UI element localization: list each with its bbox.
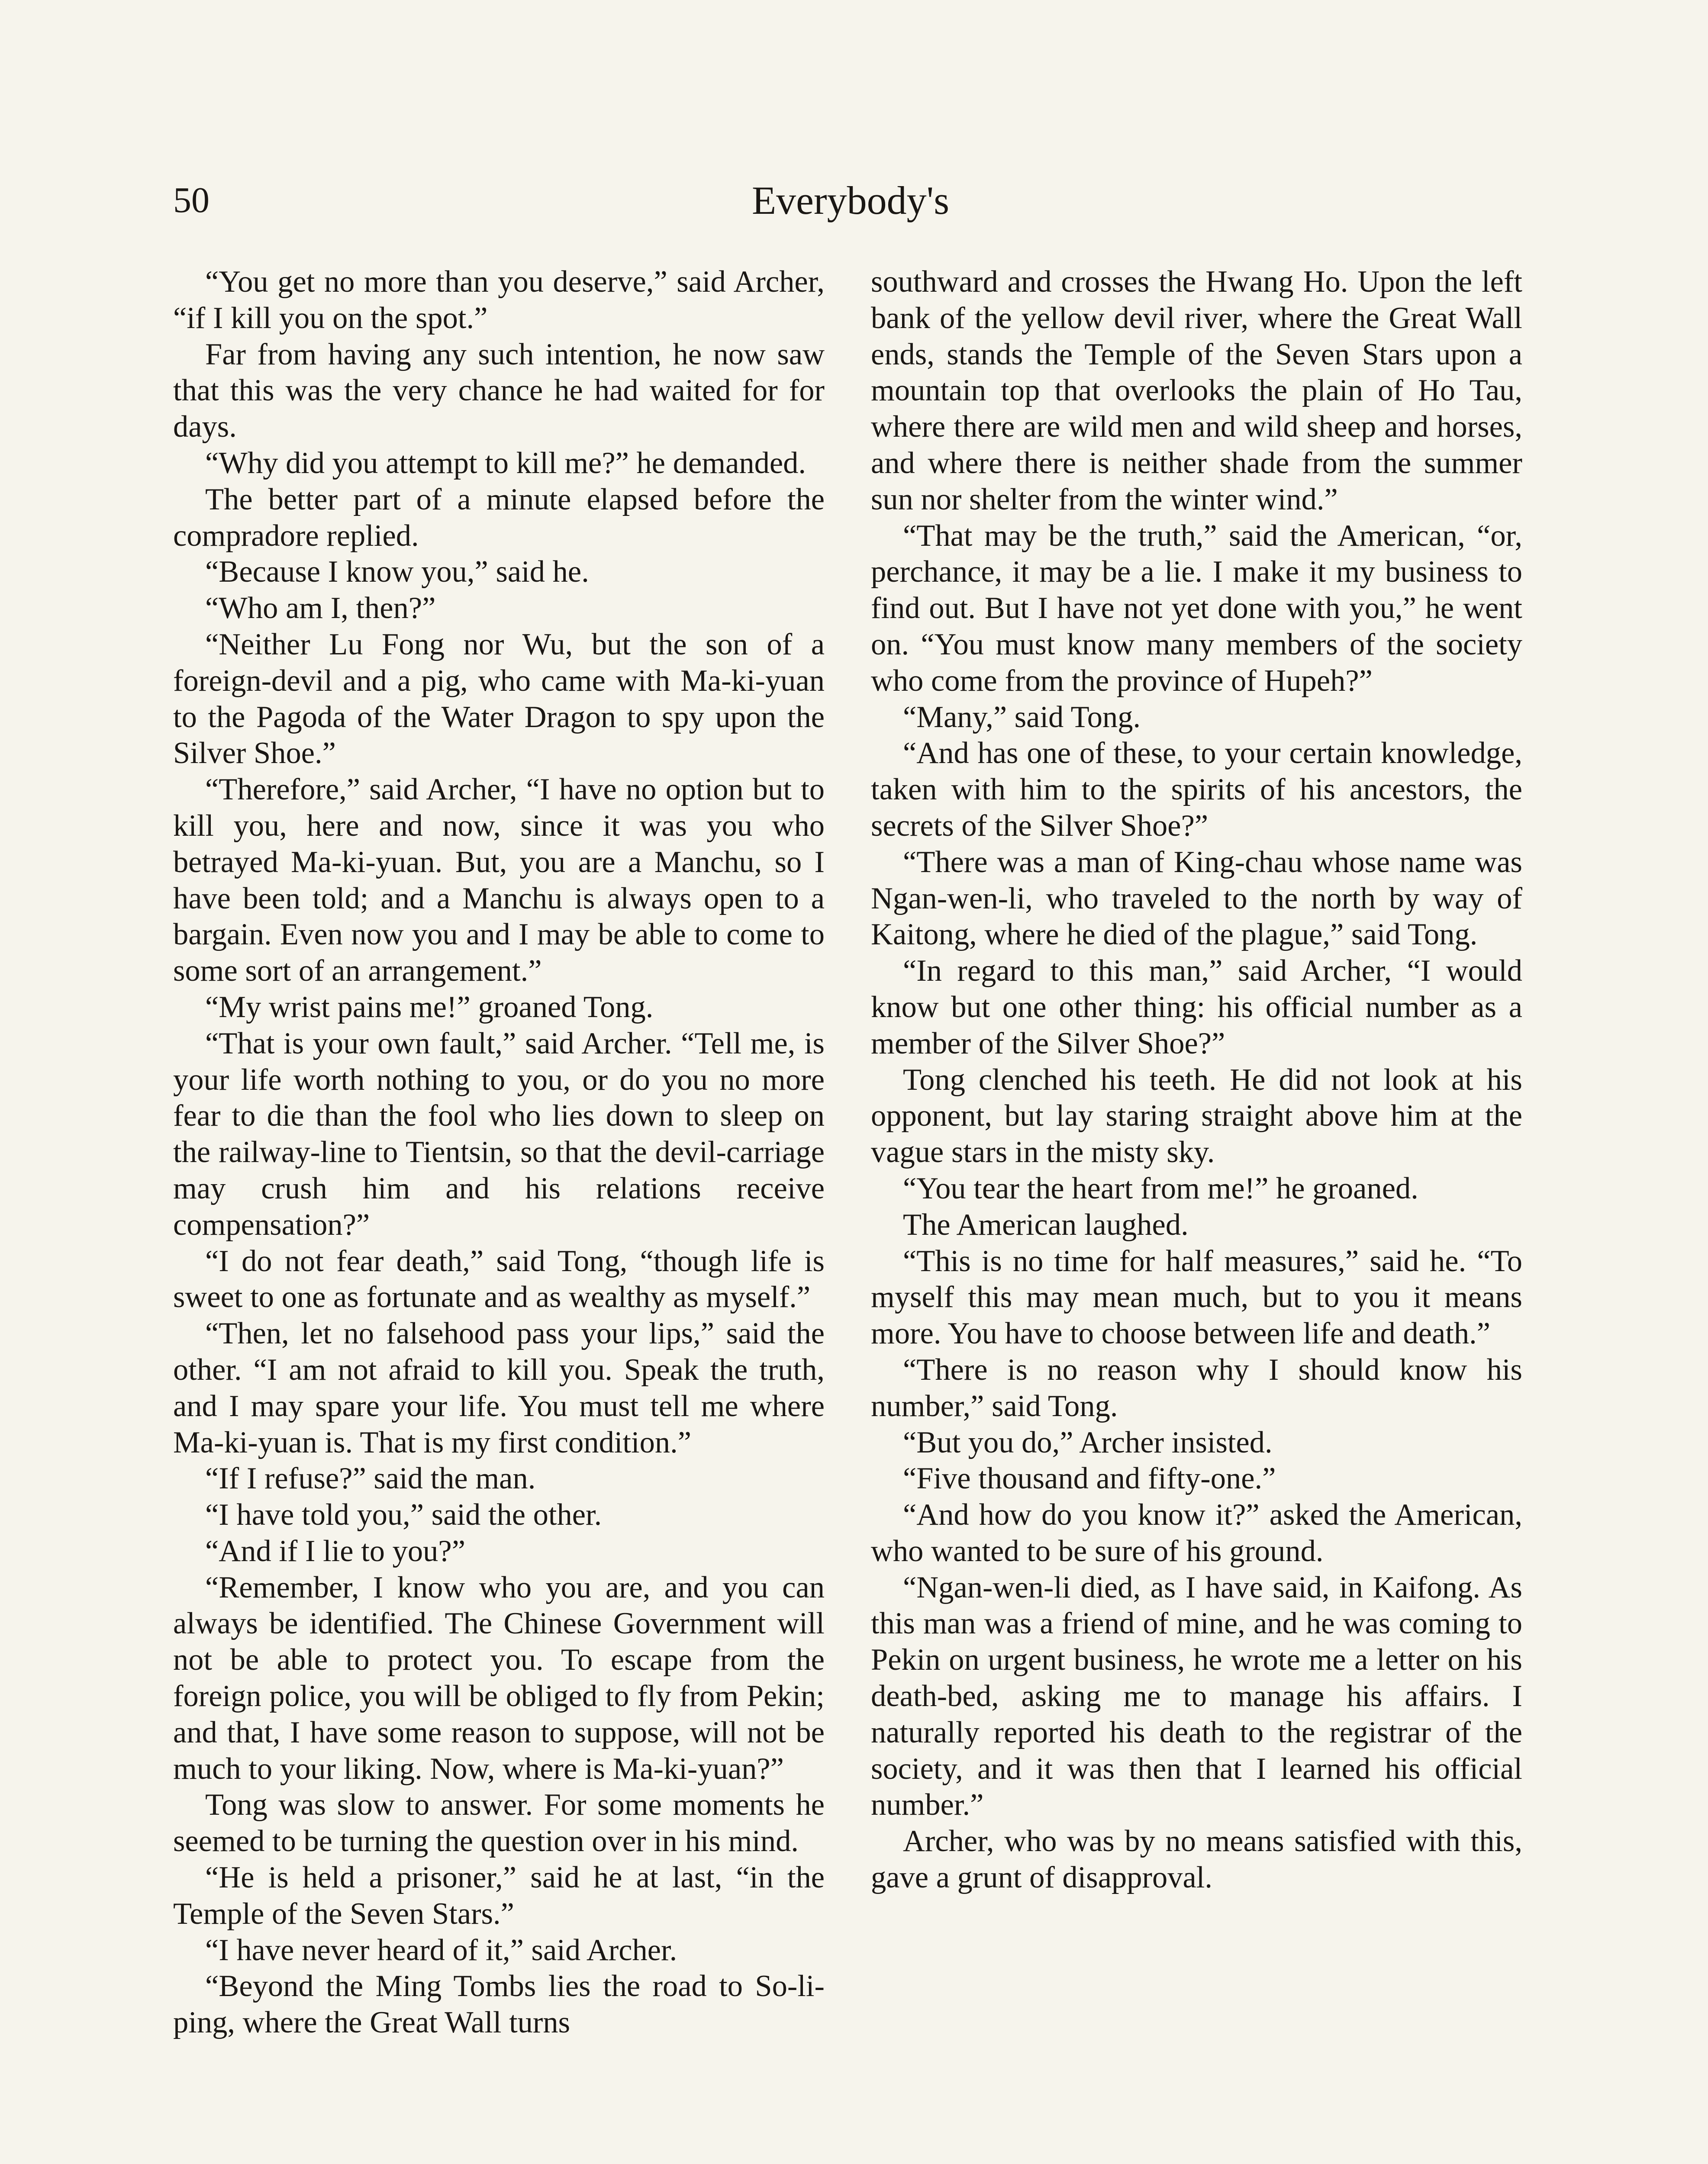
paragraph: “Then, let no falsehood pass your lips,” said the other. “I am not afraid to kill you. Speak the truth, and I may spare your life. You must tell me where Ma-ki-yuan is. That is my first condition.”	[173, 1317, 825, 1459]
paragraph: “Beyond the Ming Tombs lies the road to So-li-ping, where the Great Wall turns	[173, 1969, 825, 2040]
left-column	[173, 264, 825, 2041]
paragraph: “There is no reason why I should know his number,” said Tong.	[871, 1352, 1522, 1423]
paragraph: southward and crosses the Hwang Ho. Upon the left bank of the yellow devil river, where the Great Wall ends, stands the Temple of the Seven Stars upon a mountain top that overlooks the plain of Ho Tau, where there are wild men and wild sheep and horses, and where there is neither shade from the summer sun nor shelter from the winter wind.”	[871, 265, 1522, 516]
paragraph: Tong clenched his teeth. He did not look at his opponent, but lay staring straight above him at the vague stars in the misty sky.	[871, 1063, 1522, 1169]
paragraph: “Ngan-wen-li died, as I have said, in Kaifong. As this man was a friend of mine, and he was coming to Pekin on urgent business, he wrote me a letter on his death-bed, asking me to manage his affairs. I naturally reported his death to the registrar of the society, and it was then that I learned his official number.”	[871, 1570, 1522, 1822]
paragraph: “Why did you attempt to kill me?” he demanded.	[205, 446, 806, 480]
running-head: Everybody's	[751, 178, 950, 222]
paragraph: “And has one of these, to your certain knowledge, taken with him to the spirits of his ancestors, the secrets of the Silver Shoe?”	[871, 736, 1522, 843]
paragraph: “You get no more than you deserve,” said Archer, “if I kill you on the spot.”	[173, 265, 825, 335]
paragraph: “And if I lie to you?”	[205, 1534, 466, 1568]
page-number: 50	[173, 180, 209, 220]
paragraph: “My wrist pains me!” groaned Tong.	[205, 990, 654, 1024]
paragraph: Far from having any such intention, he now saw that this was the very chance he had waited for for days.	[173, 337, 825, 444]
right-column	[871, 264, 1522, 1896]
paragraph: “Neither Lu Fong nor Wu, but the son of a foreign-devil and a pig, who came with Ma-ki-yuan to the Pagoda of the Water Dragon to spy upon the Silver Shoe.”	[173, 627, 825, 770]
paragraph: “If I refuse?” said the man.	[205, 1462, 536, 1496]
paragraph: The American laughed.	[903, 1208, 1189, 1242]
paragraph: Archer, who was by no means satisfied with this, gave a grunt of disapproval.	[871, 1824, 1522, 1895]
paragraph: “In regard to this man,” said Archer, “I would know but one other thing: his official number as a member of the Silver Shoe?”	[871, 954, 1522, 1060]
paragraph: “And how do you know it?” asked the American, who wanted to be sure of his ground.	[871, 1498, 1522, 1568]
paragraph: “That may be the truth,” said the American, “or, perchance, it may be a lie. I make it my business to find out. But I have not yet done with you,” he went on. “You must know many members of the society who come from the province of Hupeh?”	[871, 518, 1522, 698]
paragraph: “I do not fear death,” said Tong, “though life is sweet to one as fortunate and as wealthy as myself.”	[173, 1244, 825, 1314]
paragraph: “That is your own fault,” said Archer. “Tell me, is your life worth nothing to you, or do you no more fear to die than the fool who lies down to sleep on the railway-line to Tientsin, so that the devil-carriage may crush him and his relations receive compensation?”	[173, 1026, 825, 1242]
page-header	[173, 177, 1528, 224]
paragraph: “This is no time for half measures,” said he. “To myself this may mean much, but to you it means more. You have to choose between life and death.”	[871, 1244, 1522, 1351]
paragraph: “But you do,” Archer insisted.	[903, 1425, 1273, 1459]
paragraph: “I have told you,” said the other.	[205, 1498, 602, 1532]
paragraph: “Many,” said Tong.	[903, 700, 1141, 734]
paragraph: “There was a man of King-chau whose name was Ngan-wen-li, who traveled to the north by way of Kaitong, where he died of the plague,” said Tong.	[871, 845, 1522, 952]
paragraph: “Therefore,” said Archer, “I have no option but to kill you, here and now, since it was you who betrayed Ma-ki-yuan. But, you are a Manchu, so I have been told; and a Manchu is always open to a bargain. Even now you and I may be able to come to some sort of an arrangement.”	[173, 773, 825, 988]
paragraph: “Remember, I know who you are, and you can always be identified. The Chinese Government will not be able to protect you. To escape from the foreign police, you will be obliged to fly from Pekin; and that, I have some reason to suppose, will not be much to your liking. Now, where is Ma-ki-yuan?”	[173, 1570, 825, 1786]
paragraph: “He is held a prisoner,” said he at last, “in the Temple of the Seven Stars.”	[173, 1861, 825, 1931]
paragraph: “I have never heard of it,” said Archer.	[205, 1933, 677, 1967]
paragraph: “Who am I, then?”	[205, 591, 436, 625]
paragraph: “Five thousand and fifty-one.”	[903, 1462, 1276, 1496]
paragraph: “You tear the heart from me!” he groaned.	[903, 1171, 1418, 1205]
paragraph: Tong was slow to answer. For some moments he seemed to be turning the question over in his mind.	[173, 1788, 825, 1858]
paragraph: “Because I know you,” said he.	[205, 555, 589, 589]
paragraph: The better part of a minute elapsed before the compradore replied.	[173, 482, 825, 553]
